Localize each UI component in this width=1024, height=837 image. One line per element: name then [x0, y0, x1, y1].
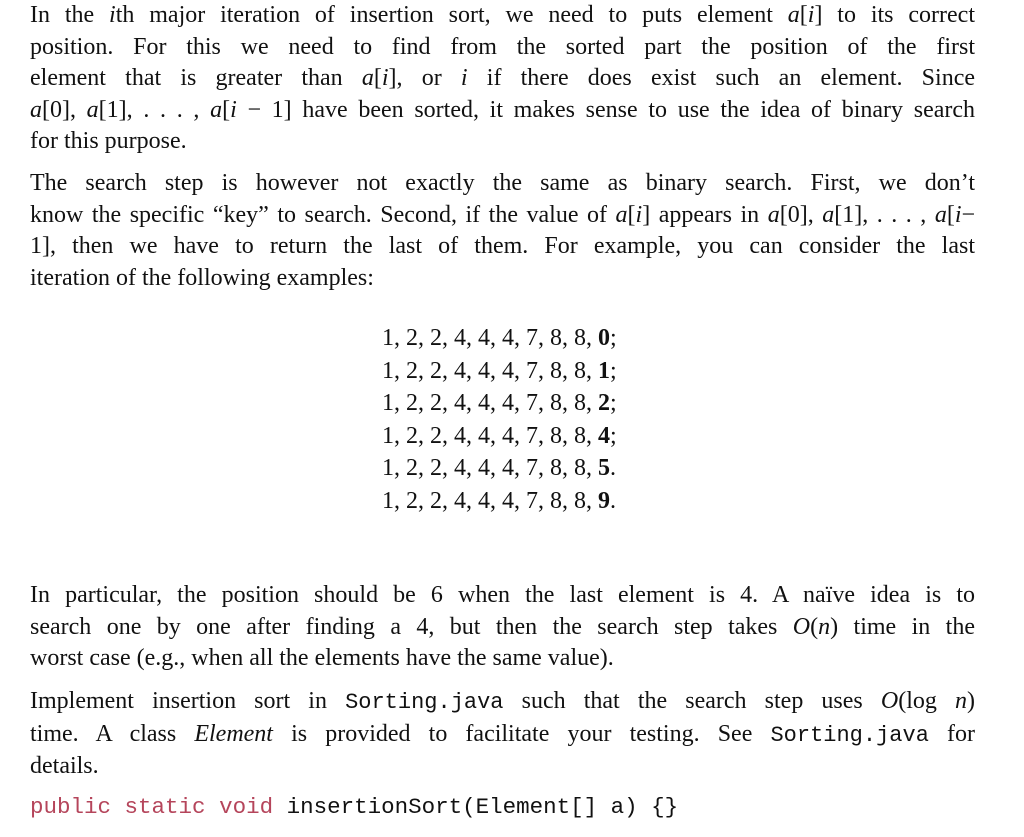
keyword: static [124, 794, 206, 820]
text-line: position. For this we need to find from the sorted part the position of the first [30, 33, 975, 60]
text-line: worst case (e.g., when all the elements have the same value). [30, 645, 614, 671]
text-line: Implement insertion sort in Sorting.java such that the search step uses O(log n) [30, 688, 975, 715]
text-line: In particular, the position should be 6 when the last element is 4. A naïve idea is to [30, 582, 975, 608]
method-signature: insertionSort(Element[] a) {} [273, 794, 679, 820]
paragraph-implement [30, 686, 975, 783]
text-line: for this purpose. [30, 128, 187, 154]
class-name-element: Element [194, 720, 273, 747]
paragraph-search-step [30, 168, 975, 294]
text-line: iteration of the following examples: [30, 264, 374, 291]
example-row: 1, 2, 2, 4, 4, 4, 7, 8, 8, 5. [382, 455, 616, 481]
text-line: element that is greater than a[i], or i if there does exist such an element. Since [30, 65, 975, 91]
text-line: The search step is however not exactly the same as binary search. First, we don’t [30, 170, 975, 196]
example-row: 1, 2, 2, 4, 4, 4, 7, 8, 8, 1; [382, 357, 617, 384]
paragraph-particular [30, 580, 975, 675]
text-line: 1], then we have to return the last of them. For example, you can consider the last [30, 233, 975, 259]
text-line: details. [30, 753, 99, 779]
example-row: 1, 2, 2, 4, 4, 4, 7, 8, 8, 4; [382, 422, 617, 449]
filename-sorting-java: Sorting.java [770, 722, 929, 748]
text-line: know the specific “key” to search. Second, if the value of a[i] appears in a[0], a[1], . . . , a[i− [30, 201, 976, 228]
example-row: 1, 2, 2, 4, 4, 4, 7, 8, 8, 9. [382, 487, 616, 514]
text-line: In the ith major iteration of insertion sort, we need to puts element a[i] to its correct [30, 2, 975, 28]
filename-sorting-java: Sorting.java [345, 690, 504, 715]
keyword: public [30, 794, 112, 820]
example-row: 1, 2, 2, 4, 4, 4, 7, 8, 8, 0; [382, 325, 617, 351]
text-line: search one by one after finding a 4, but then the search step takes O(n) time in the [30, 613, 975, 640]
example-sequences [382, 322, 682, 517]
text-line: time. A class Element is provided to facilitate your testing. See Sorting.java for [30, 720, 976, 748]
paragraph-intro [30, 0, 975, 158]
code-signature [30, 794, 678, 820]
text-line: a[0], a[1], . . . , a[i − 1] have been sorted, it makes sense to use the idea of binary search [30, 96, 976, 123]
example-row: 1, 2, 2, 4, 4, 4, 7, 8, 8, 2; [382, 390, 617, 416]
keyword: void [219, 794, 274, 820]
